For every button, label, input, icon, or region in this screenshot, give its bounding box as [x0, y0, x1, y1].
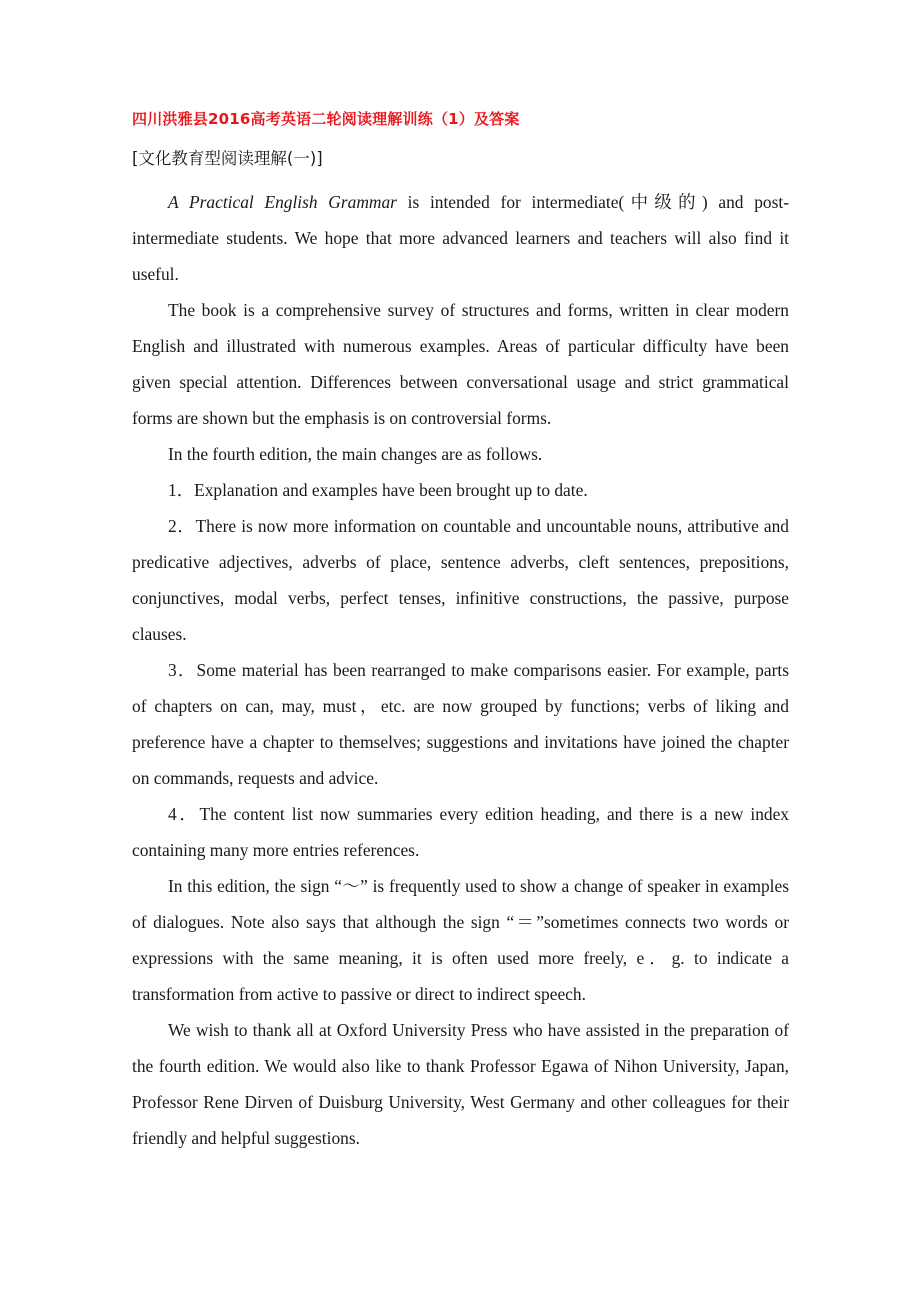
paragraph-overview: The book is a comprehensive survey of structures and forms, written in clear modern English and illustrated with numerous examples. Areas of particular difficulty have been given special attention. Differences between conversational usage and strict grammatical forms are shown but the emphasis is on controversial forms. — [132, 300, 789, 428]
list-item-4: 4．The content list now summaries every edition heading, and there is a new index containing many more entries references. — [132, 804, 789, 860]
paragraph-signs: In this edition, the sign “～” is frequently used to show a change of speaker in examples of dialogues. Note also says that although the sign “＝”sometimes connects two words or expressions with the same meaning, it is often used more freely, e．g. to indicate a transformation from active to passive or direct to indirect speech. — [132, 876, 789, 1004]
list-item-2: 2．There is now more information on countable and uncountable nouns, attributive and predicative adjectives, adverbs of place, sentence adverbs, cleft sentences, prepositions, conjunctives, modal verbs, perfect tenses, infinitive constructions, the passive, purpose clauses. — [132, 516, 789, 644]
document-title: 四川洪雅县2016高考英语二轮阅读理解训练（1）及答案 — [132, 110, 520, 128]
paragraph-thanks: We wish to thank all at Oxford University Press who have assisted in the preparation of the fourth edition. We would also like to thank Professor Egawa of Nihon University, Japan, Professor Rene Dirven of Duisburg University, West Germany and other colleagues for their friendly and helpful suggestions. — [132, 1020, 789, 1148]
document-page — [132, 108, 789, 1156]
intro-text: is intended for intermediate(中级的) and post-intermediate students. We hope that more advanced learners and teachers will also find it useful. — [132, 192, 790, 284]
paragraph-changes-intro: In the fourth edition, the main changes are as follows. — [168, 444, 543, 464]
list-item-1: 1．Explanation and examples have been brought up to date. — [168, 480, 588, 500]
list-item-3: 3．Some material has been rearranged to make comparisons easier. For example, parts of chapters on can, may, must，etc. are now grouped by functions; verbs of liking and preference have a chapter to themselves; suggestions and invitations have joined the chapter on commands, requests and advice. — [132, 660, 789, 788]
book-title: A Practical English Grammar — [168, 192, 397, 212]
intro-paragraph — [132, 184, 789, 292]
section-label: [文化教育型阅读理解(一)] — [132, 149, 323, 168]
